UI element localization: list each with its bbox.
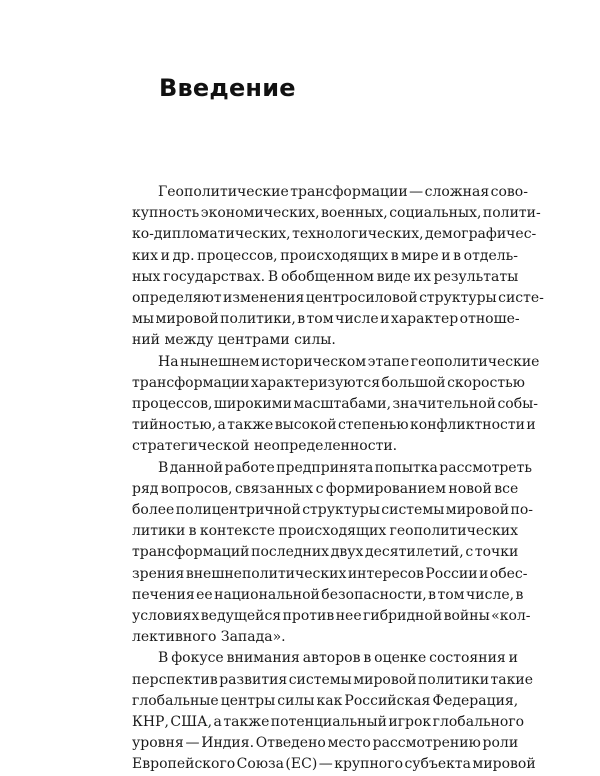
chapter-heading: Введение	[159, 74, 296, 102]
text-line: ко-дипломатических, технологических, демографичес-	[132, 226, 537, 243]
paragraph-4	[132, 648, 536, 775]
text-line: купность экономических, военных, социальных, полити-	[132, 205, 541, 222]
text-line: ных государствах. В обобщенном виде их результаты	[132, 268, 519, 285]
text-line: КНР, США, а также потенциальный игрок глобального	[132, 714, 525, 731]
chapter-body	[132, 182, 544, 776]
text-line: печения ее национальной безопасности, в том числе, в	[132, 586, 524, 603]
text-line: На нынешнем историческом этапе геополитические	[158, 353, 540, 370]
text-line: стратегической неопределенности.	[132, 438, 398, 455]
text-line: Геополитические трансформации — сложная сово-	[158, 184, 528, 200]
text-line: процессов, широкими масштабами, значительной собы-	[132, 396, 539, 413]
text-line: глобальные центры силы как Российская Федерация,	[132, 692, 519, 709]
text-line: тийностью, а также высокой степенью конфликтности и	[132, 417, 536, 434]
text-line: Европейского Союза (ЕС) — крупного субъекта мировой	[132, 756, 536, 773]
text-line: В данной работе предпринята попытка рассмотреть	[158, 459, 532, 476]
text-line: трансформаций последних двух десятилетий, с точки	[132, 544, 519, 561]
text-line: перспектив развития системы мировой политики такие	[132, 671, 533, 688]
text-line: ний между центрами силы.	[132, 332, 336, 349]
paragraph-3	[132, 458, 534, 649]
text-line: ких и др. процессов, происходящих в мире и в отдель-	[132, 247, 518, 264]
text-line: литики в контексте происходящих геополитических	[132, 523, 518, 540]
text-line: условиях ведущейся против нее гибридной войны «кол-	[132, 608, 531, 625]
text-line: трансформации характеризуются большой скоростью	[132, 374, 525, 391]
text-line: ряд вопросов, связанных с формированием новой все	[132, 480, 519, 497]
text-line: определяют изменения центросиловой структуры систе-	[132, 290, 544, 307]
paragraph-1	[132, 182, 544, 352]
paragraph-2	[132, 352, 540, 458]
text-line: мы мировой политики, в том числе и характер отноше-	[132, 311, 520, 328]
text-line: лективного Запада».	[132, 629, 286, 646]
text-line: зрения внешнеполитических интересов России и обес-	[132, 565, 528, 582]
text-line: более полицентричной структуры системы мировой по-	[132, 502, 534, 519]
text-line: В фокусе внимания авторов в оценке состояния и	[158, 650, 518, 667]
text-line: уровня — Индия. Отведено место рассмотрению роли	[132, 735, 519, 752]
